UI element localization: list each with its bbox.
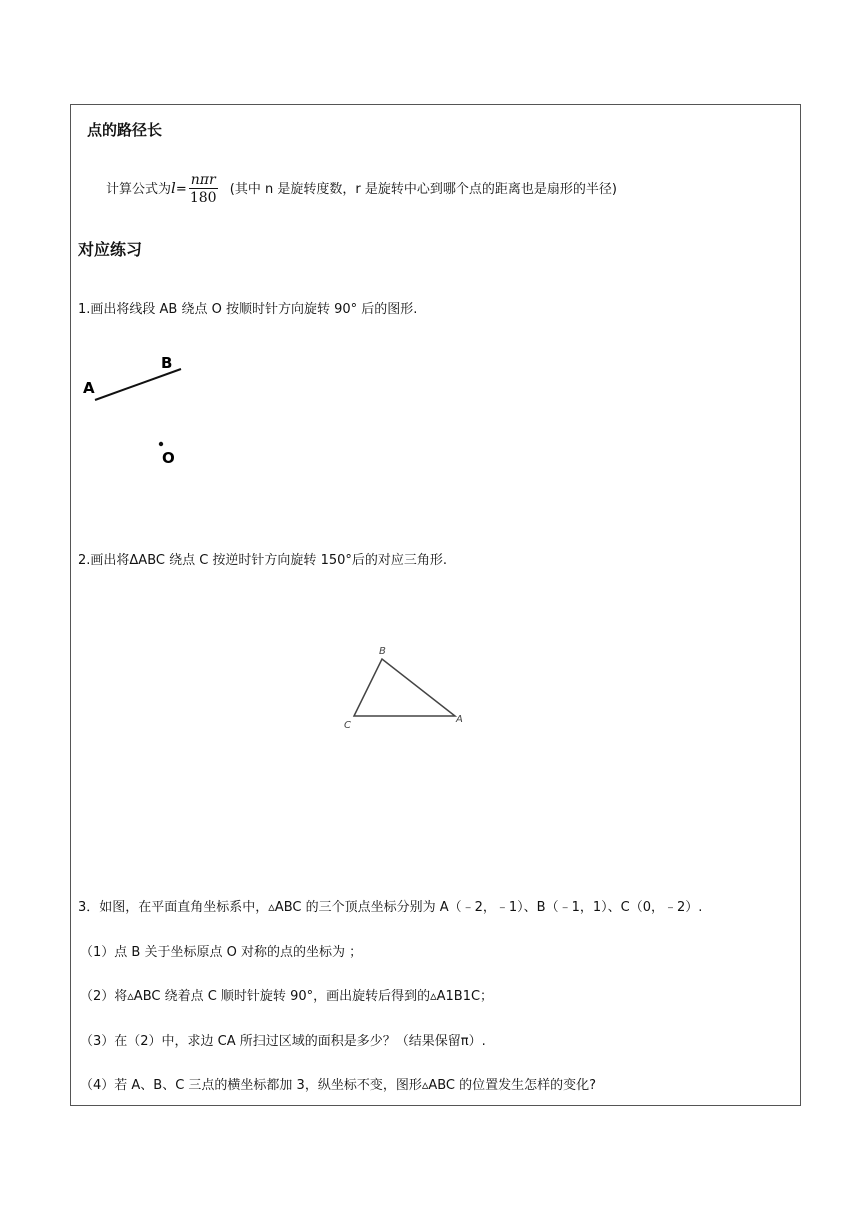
formula-note: (其中 n 是旋转度数，r 是旋转中心到哪个点的距离也是扇形的半径) (229, 182, 617, 197)
label-a: A (83, 379, 95, 397)
triangle-label-a: A (456, 714, 463, 725)
label-b: B (161, 354, 173, 372)
formula-numerator: nπr (190, 172, 216, 188)
formula-prefix: 计算公式为 (106, 182, 172, 197)
formula-denominator: 180 (189, 190, 217, 206)
practice-heading: 对应练习 (78, 240, 143, 259)
triangle-abc-figure (335, 640, 475, 735)
formula-line (106, 172, 617, 207)
triangle-label-b: B (379, 646, 386, 657)
question-3-part-4: （4）若 A、B、C 三点的横坐标都加 3，纵坐标不变，图形▵ABC 的位置发生怎样的变化? (80, 1078, 597, 1093)
segment-ab (95, 369, 181, 400)
formula-fraction (189, 172, 218, 207)
point-o (159, 442, 163, 446)
question-3-part-3: （3）在（2）中，求边 CA 所扫过区域的面积是多少？（结果保留π）. (80, 1034, 486, 1049)
triangle-abc (354, 659, 455, 716)
formula-equals: = (175, 182, 187, 197)
question-2-text: 2.画出将ΔABC 绕点 C 按逆时针方向旋转 150°后的对应三角形. (78, 553, 448, 568)
question-3-part-1: （1）点 B 关于坐标原点 O 对称的点的坐标为 ； (80, 945, 363, 960)
triangle-label-c: C (344, 720, 351, 731)
question-1-text: 1.画出将线段 AB 绕点 O 按顺时针方向旋转 90° 后的图形. (78, 302, 418, 317)
section-title: 点的路径长 (87, 121, 163, 139)
segment-ab-figure (75, 345, 205, 475)
question-3-part-2: （2）将▵ABC 绕着点 C 顺时针旋转 90°，画出旋转后得到的▵A1B1C； (80, 989, 494, 1004)
label-o: O (162, 449, 175, 467)
question-3-text: 3．如图，在平面直角坐标系中，▵ABC 的三个顶点坐标分别为 A（﹣2，﹣1）、B（﹣1，1）、C（0，﹣2）. (78, 900, 703, 915)
formula-variable: l (171, 179, 176, 197)
